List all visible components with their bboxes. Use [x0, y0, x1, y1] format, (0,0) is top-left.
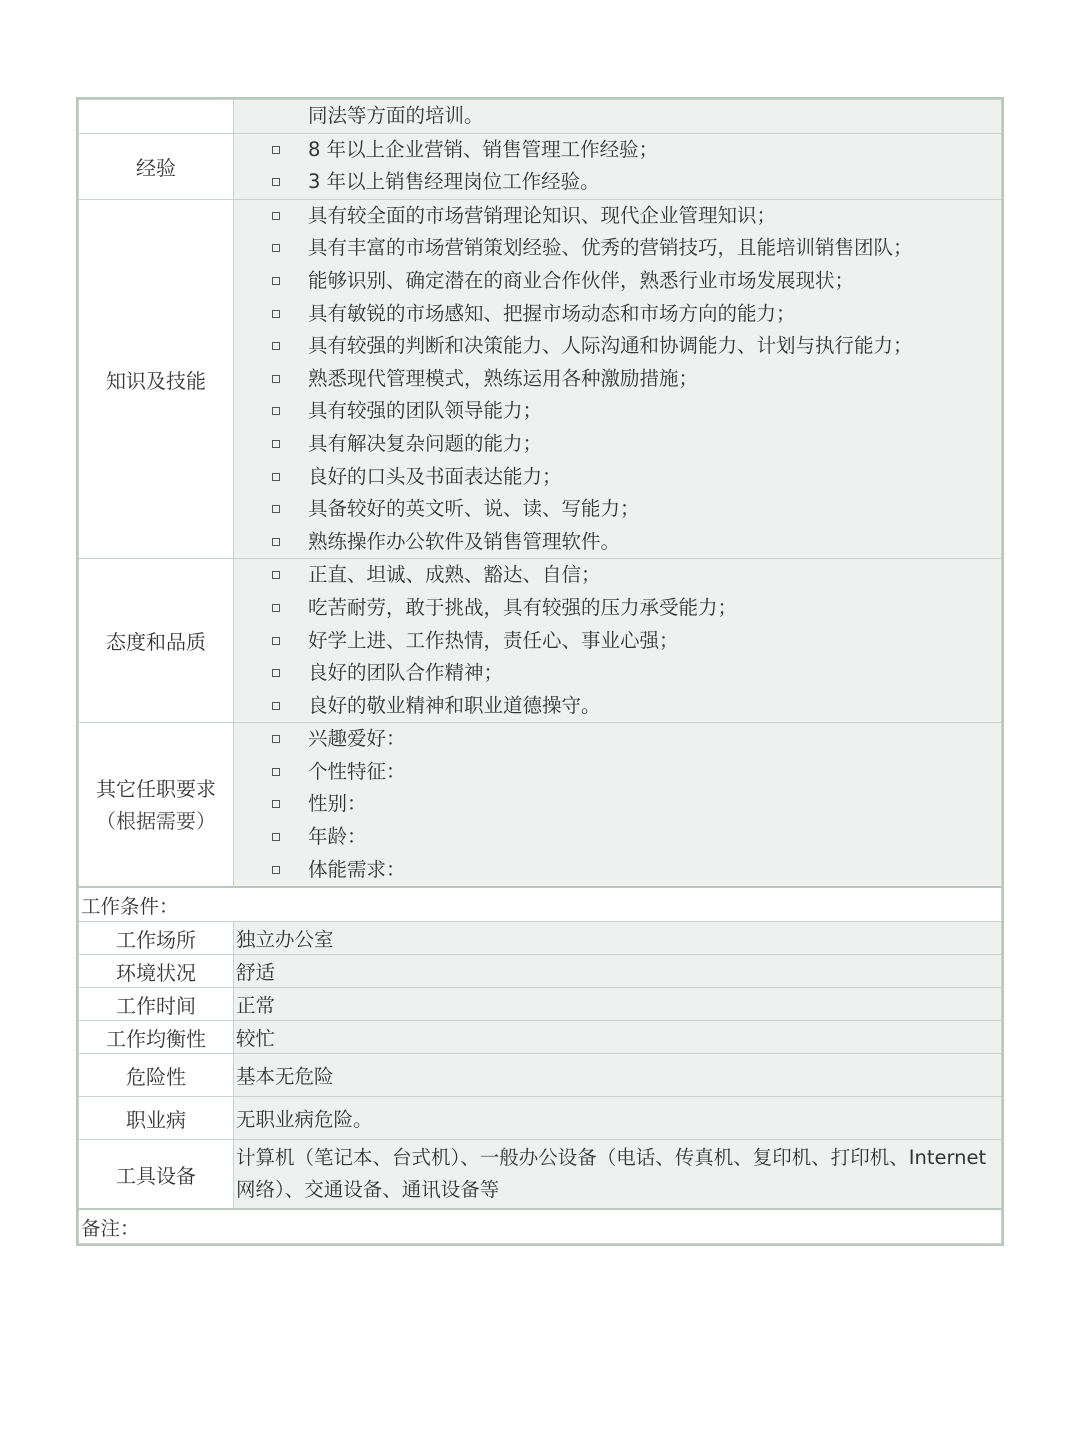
condition-label: 职业病 [79, 1097, 234, 1140]
list-item: 具有解决复杂问题的能力； [234, 428, 1001, 461]
training-content [234, 100, 1002, 134]
list-item: 3 年以上销售经理岗位工作经验。 [234, 166, 1001, 199]
list-item: 能够识别、确定潜在的商业合作伙伴，熟悉行业市场发展现状； [234, 265, 1001, 298]
attitude-content [234, 559, 1002, 723]
checkbox-icon [272, 212, 280, 220]
checkbox-icon [272, 604, 280, 612]
list-item: 正直、坦诚、成熟、豁达、自信； [234, 559, 1001, 592]
condition-label: 工具设备 [79, 1140, 234, 1210]
checkbox-icon [272, 505, 280, 513]
list-item: 具有敏锐的市场感知、把握市场动态和市场方向的能力； [234, 298, 1001, 331]
remarks-row [79, 1209, 1002, 1244]
list-item: 兴趣爱好： [234, 723, 1001, 756]
checkbox-icon [272, 669, 280, 677]
condition-label: 工作均衡性 [79, 1021, 234, 1054]
condition-value: 计算机（笔记本、台式机）、一般办公设备（电话、传真机、复印机、打印机、Internet 网络）、交通设备、通讯设备等 [234, 1140, 1002, 1210]
condition-value: 独立办公室 [234, 922, 1002, 955]
table-row [79, 988, 1002, 1021]
checkbox-icon [272, 178, 280, 186]
experience-content [234, 133, 1002, 199]
checkbox-icon [272, 800, 280, 808]
requirements-table [78, 99, 1002, 1244]
other-requirements-content [234, 723, 1002, 887]
condition-label: 环境状况 [79, 955, 234, 988]
table-row [79, 1140, 1002, 1210]
list-item: 良好的口头及书面表达能力； [234, 461, 1001, 494]
experience-label: 经验 [79, 133, 234, 199]
checkbox-icon [272, 571, 280, 579]
table-row [79, 1054, 1002, 1097]
training-row [79, 100, 1002, 134]
list-item: 熟悉现代管理模式，熟练运用各种激励措施； [234, 363, 1001, 396]
attitude-row [79, 559, 1002, 723]
list-item: 具有丰富的市场营销策划经验、优秀的营销技巧，且能培训销售团队； [234, 232, 1001, 265]
list-item: 良好的团队合作精神； [234, 657, 1001, 690]
checkbox-icon [272, 866, 280, 874]
work-conditions-header: 工作条件： [79, 887, 1002, 922]
list-item: 具有较全面的市场营销理论知识、现代企业管理知识； [234, 200, 1001, 233]
checkbox-icon [272, 342, 280, 350]
list-item: 具有较强的判断和决策能力、人际沟通和协调能力、计划与执行能力； [234, 330, 1001, 363]
list-item: 良好的敬业精神和职业道德操守。 [234, 690, 1001, 723]
checkbox-icon [272, 407, 280, 415]
list-item: 个性特征： [234, 756, 1001, 789]
condition-value: 正常 [234, 988, 1002, 1021]
checkbox-icon [272, 637, 280, 645]
list-item: 性别： [234, 788, 1001, 821]
checkbox-icon [272, 244, 280, 252]
training-label [79, 100, 234, 134]
checkbox-icon [272, 277, 280, 285]
job-description-table [76, 97, 1004, 1246]
condition-value: 基本无危险 [234, 1054, 1002, 1097]
other-requirements-title: 其它任职要求 [96, 776, 216, 801]
list-item: 具备较好的英文听、说、读、写能力； [234, 493, 1001, 526]
checkbox-icon [272, 735, 280, 743]
condition-label: 危险性 [79, 1054, 234, 1097]
condition-value: 较忙 [234, 1021, 1002, 1054]
remarks-header: 备注： [79, 1209, 1002, 1244]
other-requirements-label [79, 723, 234, 887]
knowledge-row [79, 199, 1002, 559]
checkbox-icon [272, 473, 280, 481]
condition-label: 工作时间 [79, 988, 234, 1021]
other-requirements-row [79, 723, 1002, 887]
experience-row [79, 133, 1002, 199]
checkbox-icon [272, 538, 280, 546]
table-row [79, 955, 1002, 988]
checkbox-icon [272, 702, 280, 710]
checkbox-icon [272, 833, 280, 841]
table-row [79, 1021, 1002, 1054]
condition-value: 无职业病危险。 [234, 1097, 1002, 1140]
attitude-label: 态度和品质 [79, 559, 234, 723]
checkbox-icon [272, 310, 280, 318]
other-requirements-sublabel: （根据需要） [96, 808, 216, 833]
list-item: 8 年以上企业营销、销售管理工作经验； [234, 134, 1001, 167]
condition-label: 工作场所 [79, 922, 234, 955]
training-line: 同法等方面的培训。 [308, 104, 484, 127]
list-item: 体能需求： [234, 854, 1001, 887]
checkbox-icon [272, 146, 280, 154]
list-item: 年龄： [234, 821, 1001, 854]
condition-value: 舒适 [234, 955, 1002, 988]
list-item: 具有较强的团队领导能力； [234, 395, 1001, 428]
table-row [79, 1097, 1002, 1140]
checkbox-icon [272, 768, 280, 776]
checkbox-icon [272, 440, 280, 448]
knowledge-content [234, 199, 1002, 559]
work-conditions-header-row [79, 887, 1002, 922]
table-row [79, 922, 1002, 955]
list-item: 熟练操作办公软件及销售管理软件。 [234, 526, 1001, 559]
list-item: 吃苦耐劳，敢于挑战，具有较强的压力承受能力； [234, 592, 1001, 625]
checkbox-icon [272, 375, 280, 383]
knowledge-label: 知识及技能 [79, 199, 234, 559]
list-item: 好学上进、工作热情，责任心、事业心强； [234, 625, 1001, 658]
